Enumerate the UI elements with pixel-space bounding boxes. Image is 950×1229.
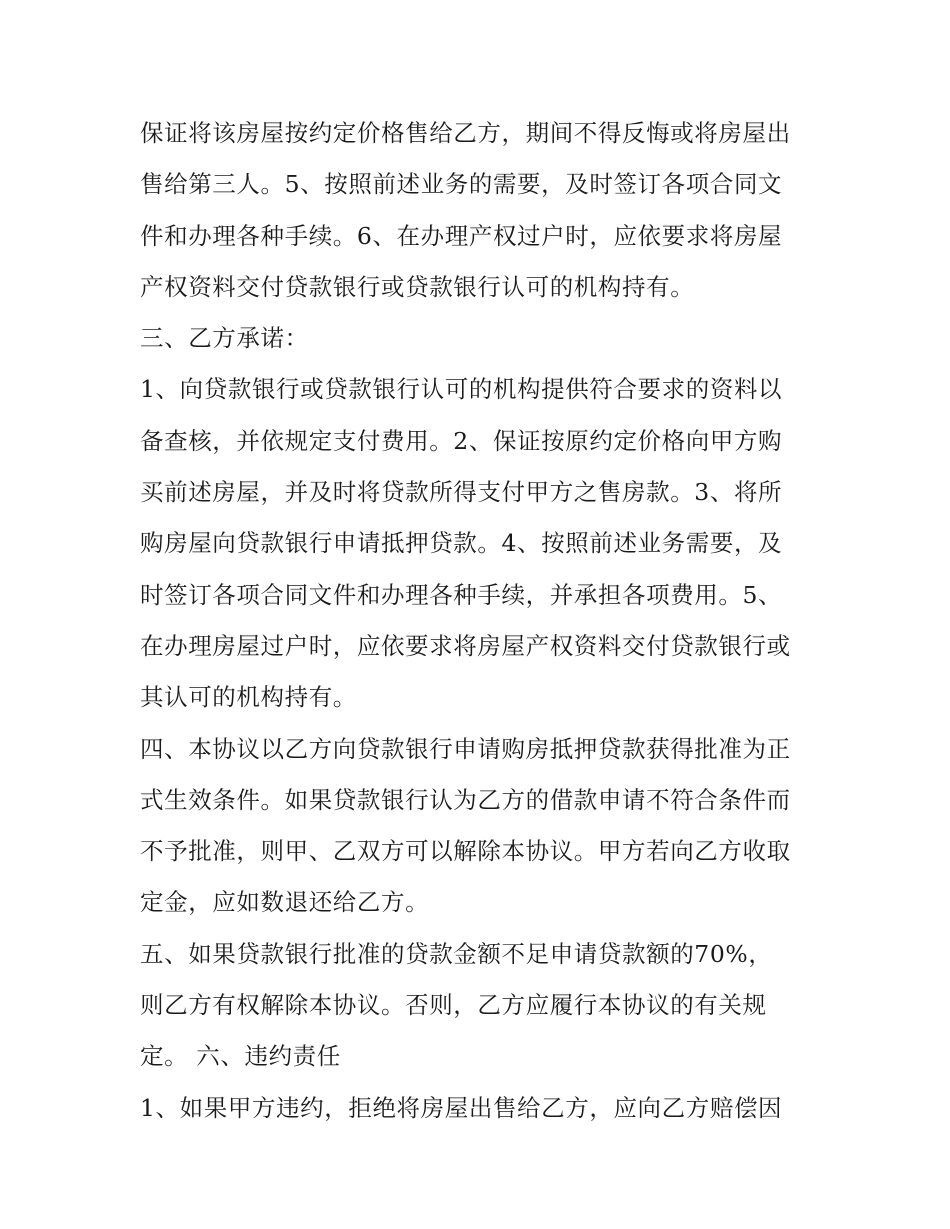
text-line: 产权资料交付贷款银行或贷款银行认可的机构持有。 [140, 272, 695, 301]
text-line: 时签订各项合同文件和办理各种手续，并承担各项费用。5、 [140, 580, 783, 609]
text-line: 在办理房屋过户时，应依要求将房屋产权资料交付贷款银行或 [140, 631, 791, 660]
text-line: 五、如果贷款银行批准的贷款金额不足申请贷款额的70%， [140, 939, 773, 968]
text-line: 定。 六、违约责任 [140, 1042, 341, 1071]
text-line: 式生效条件。如果贷款银行认为乙方的借款申请不符合条件而 [140, 785, 791, 814]
text-line: 件和办理各种手续。6、在办理产权过户时，应依要求将房屋 [140, 221, 783, 250]
text-line: 购房屋向贷款银行申请抵押贷款。4、按照前述业务需要，及 [140, 529, 783, 558]
text-line: 四、本协议以乙方向贷款银行申请购房抵押贷款获得批准为正 [140, 734, 791, 763]
text-line: 保证将该房屋按约定价格售给乙方，期间不得反悔或将房屋出 [140, 119, 791, 147]
text-line: 则乙方有权解除本协议。否则，乙方应履行本协议的有关规 [140, 991, 767, 1020]
text-line: 售给第三人。5、按照前述业务的需要，及时签订各项合同文 [140, 170, 783, 199]
text-line: 1、如果甲方违约，拒绝将房屋出售给乙方，应向乙方赔偿因 [140, 1093, 783, 1122]
section-heading: 三、乙方承诺： [140, 324, 309, 353]
text-line: 备查核，并依规定支付费用。2、保证按原约定价格向甲方购 [140, 426, 783, 455]
text-line: 1、向贷款银行或贷款银行认可的机构提供符合要求的资料以 [140, 375, 783, 404]
text-line: 买前述房屋，并及时将贷款所得支付甲方之售房款。3、将所 [140, 478, 783, 507]
text-line: 不予批准，则甲、乙双方可以解除本协议。甲方若向乙方收取 [140, 837, 791, 866]
text-line: 其认可的机构持有。 [140, 683, 357, 712]
document-body [140, 108, 820, 1134]
text-line: 定金，应如数退还给乙方。 [140, 888, 430, 917]
